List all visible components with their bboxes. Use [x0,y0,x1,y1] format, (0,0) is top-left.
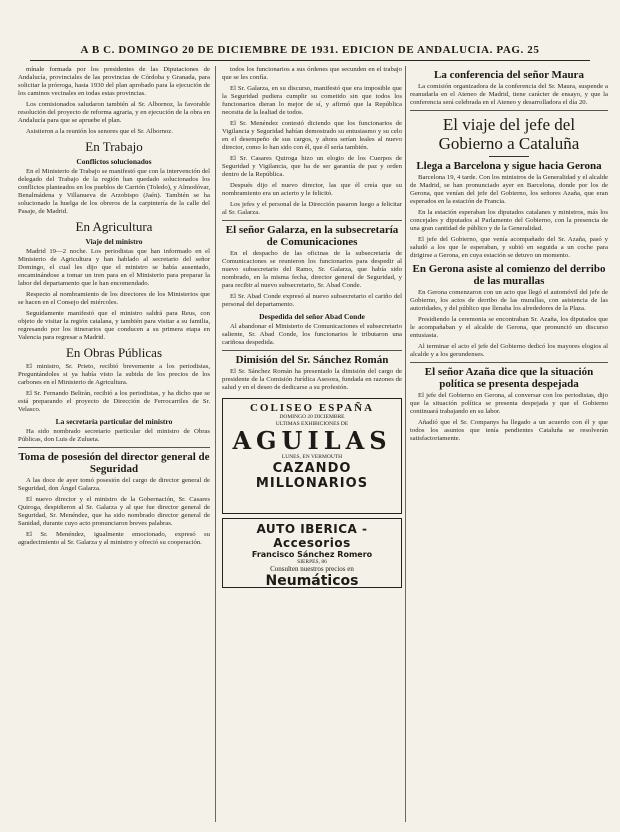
ad-theater-name: COLISEO ESPAÑA [249,402,375,414]
divider [410,110,608,111]
section-title-viaje: El viaje del jefe del Gobierno a Cataluña [438,115,580,153]
article-text: El Sr. Menéndez contestó diciendo que los funcionarios de Vigilancia y Seguridad habían demostrado su entusiasmo y su celo en el desempeño de sus cargos, y ahora serían leales al nuevo director, como lo han sido con él, que él sería también. [222,120,402,151]
article-text: El jefe del Gobierno en Gerona, al conversar con los periodistas, dijo que la situación política se presenta despejada y que el Gobierno continuará trabajando en su labor. [410,392,608,415]
article-text: El Sr. Sánchez Román ha presentado la dimisión del cargo de presidente de la Comisión Jurídica Asesora, fundada en razones de salud y en el deseo de dedicarse a su profesión. [222,368,402,391]
ad-line: LUNES, EN VERMOUTH [281,454,343,460]
divider [222,350,402,351]
article-text: La comisión organizadora de la conferencia del Sr. Maura, suspende a reanudarla en el Ateneo de Madrid, tiene carácter de ensayo, y que la conferencia será celebrada en el Ateneo y desarrolladora el día 20. [410,83,608,106]
section-subtitle: Viaje del ministro [85,237,143,246]
column-rule [215,66,216,822]
article-text: Después dijo el nuevo director, las que él creía que su nombramiento era un acierto y le felicitó. [222,182,402,197]
article-text: En Gerona comenzaron con un acto que llegó el automóvil del jefe de Gobierno, los actos de derribo de las murallas, con asistencia de las autoridades, y del público que llenaba los alrededores de la Plaza. [410,289,608,312]
divider [410,362,608,363]
column-middle [222,66,402,826]
ad-shop-name: AUTO IBERICA - Accesorios [256,522,368,550]
article-text: Los jefes y el personal de la Dirección pasaron luego a felicitar al Sr. Galarza. [222,201,402,216]
section-title-trabajo: En Trabajo [85,139,143,154]
article-text: Asistieron a la reunión los senores que el Sr. Albornoz. [26,128,173,135]
article-text: El Sr. Casares Quiroga hizo un elogio de los Cuerpos de Seguridad y Vigilancia, que ha de ser garantía de paz y orden dentro de la República. [222,155,402,178]
article-text: Al abandonar el Ministerio de Comunicaciones el subsecretario saliente, Sr. Abad Conde, los funcionarios le tributaron una cariñosa despedida. [222,323,402,346]
article-text: Los comisionados saludaron también al Sr. Albornoz, la favorable resolución del proyecto de reforma agraria, y en ejecución de la obra en Andalucía para que se apruebe el plan. [18,101,210,124]
article-text: Ha sido nombrado secretario particular del ministro de Obras Públicas, don Luis de Zulueta. [18,428,210,443]
ad-line: ULTIMAS EXHIBICIONES DE [275,421,349,427]
article-text: mínale formada por los presidentes de las Diputaciones de Andalucía, provinciales de las provincias de Córdoba y Granada, para solicitar la prórroga, hasta 1930 del plan aprobado para la ejecución de los caminos vecinales en todas estas provincias. [18,66,210,97]
ad-film-title-2: CAZANDO MILLONARIOS [255,461,369,491]
advertisement-auto-iberica [222,518,402,588]
article-text: Seguidamente manifestó que el ministro saldrá para Reus, con objeto de visitar la región catalana, y también para visitar a su familia, regresando por los itinerarios que conducen a su primera etapa en Valencia para regresar a Madrid. [18,310,210,341]
article-text: Presidiendo la ceremonia se encontraban Sr. Azaña, los diputados que le acompañaban y el alcalde de Gerona, que pronunció un discurso entusiasta. [410,316,608,339]
section-subtitle: La secretaría particular del ministro [55,417,173,426]
column-left [18,66,210,826]
ad-product: Neumáticos [265,573,359,589]
section-subtitle: Despedida del señor Abad Conde [259,312,365,321]
section-subtitle: Conflictos solucionados [76,157,152,166]
article-text: El Sr. Abad Conde expresó al nuevo subsecretario el cariño del personal del departamento. [222,293,402,308]
section-title-agricultura: En Agricultura [75,219,153,234]
article-text: El Sr. Galarza, en su discurso, manifestó que era imposible que la Seguridad pudiera cumplir su cometido sin que todos los funcionarios dieran lo mejor de sí, y afirmó que la República necesita de la lealtad de todos. [222,85,402,116]
article-text: En el despacho de las oficinas de la subsecretaría de Comunicaciones se reunieron los funcionarios para despedir al nuevo subsecretario del Ramo, Sr. Galarza, que había sido nombrado, en la misma fecha, director general de Seguridad, y para recibir al nuevo subsecretario, Sr. Abad Conde. [222,250,402,289]
section-title-galarza: El señor Galarza, en la subsecretaría de Comunicaciones [225,224,399,248]
article-text: todos los funcionarios a sus órdenes que secunden en el trabajo que se les confía. [222,66,402,81]
section-title-obras-publicas: En Obras Públicas [65,345,163,360]
article-text: Madrid 19—2 noche. Los periodistas que han informado en el Ministerio de Agricultura y han hablado al secretario del señor Domingo, el cual les dijo que el ministro se había ausentado, encaminándose a tomar un tren para en el Ministerio para preparar la labor del departamento que le han encomendado. [18,248,210,287]
section-title-maura: La conferencia del señor Maura [434,69,584,81]
article-text: El nuevo director y el ministro de la Gobernación, Sr. Casares Quiroga, despidieron al Sr. Galarza y al que fue director general de Seguridad, Sr. Menéndez, que ha sido nombrado director general de Sanidad, durante cuyo acto pronunciaron breves palabras. [18,496,210,527]
article-text: A las doce de ayer tomó posesión del cargo de director general de Seguridad, don Ángel Galarza. [18,477,210,492]
ad-cta: Consulten nuestros precios en [270,565,354,573]
divider [18,447,210,448]
ad-film-title: AGUILAS [232,426,392,455]
section-title-azana: El señor Azaña dice que la situación política se presenta despejada [424,366,594,390]
ad-line: DOMINGO 20 DICIEMBRE [279,414,345,420]
page-header: A B C. DOMINGO 20 DE DICIEMBRE DE 1931. EDICION DE ANDALUCIA. PAG. 25 [30,44,590,61]
section-title-gerona: En Gerona asiste al comienzo del derribo de las murallas [412,263,606,287]
divider [222,220,402,221]
article-text: Al terminar el acto el jefe del Gobierno dedicó los mayores elogios al alcalde y a los gerundenses. [410,343,608,358]
column-rule [405,66,406,822]
article-text: En la estación esperaban los diputados catalanes y ministros, más los concejales y diputados al Parlamento del Gobierno, con la presencia de una gran cantidad de público y de la Generalidad. [410,209,608,232]
ad-address: SIERPES, 86 [297,559,327,565]
ad-owner: Francisco Sánchez Romero [251,550,373,559]
article-text: En el Ministerio de Trabajo se manifestó que con la intervención del delegado del Trabajo de la región han quedado solucionados los conflictos planteados en los pueblos de Carrión (Toledo), y Almodóvar, Benalmádena y Villanueva de Arzobispo (Jaén). También se ha solucionado la huelga de los obreros de la carpintería de la calle del Pasaje, de Madrid. [18,168,210,215]
article-text: Barcelona 19, 4 tarde. Con los ministros de la Generalidad y el alcalde de Madrid, se han pronunciado ayer en Barcelona, donde por los de Gerona, que venían del jefe del Gobierno, los señores Azaña, que eran esperados en la estación de Francia. [410,174,608,205]
article-text: Respecto al nombramiento de los directores de los Ministerios que se hacen en el Consejo del miércoles. [18,291,210,306]
advertisement-coliseo [222,398,402,514]
article-text: El Sr. Fernando Beltrán, recibió a los periodistas, y ha dicho que se está preparando el proyecto de Dirección de Ferrocarriles de Sr. Velasco. [18,390,210,413]
column-right [410,66,608,826]
article-text: El Sr. Menéndez, igualmente emocionado, expresó su agradecimiento al Sr. Galarza y al ministro y ofreció su cooperación. [18,531,210,546]
article-text: El jefe del Gobierno, que venía acompañado del Sr. Azaña, pasó y saludó a los que le esperaban, y subió en seguida a un coche para dirigirse a Gerona, en cuya estación se detuvo un momento. [410,236,608,259]
section-title-seguridad: Toma de posesión del director general de Seguridad [18,451,210,475]
title-underline [489,156,529,157]
section-title-sanchez-roman: Dimisión del Sr. Sánchez Román [235,354,389,366]
article-text: Añadió que el Sr. Companys ha llegado a un acuerdo con él y que todos los asuntos que tenía pendientes Cataluña se resolverán satisfactoriamente. [410,419,608,442]
article-text: El ministro, Sr. Prieto, recibió brevemente a los periodistas, Preguntándoles si ya había visto la subida de los precios de los carbones en el Ministerio de Agricultura. [18,363,210,386]
section-subtitle: Llega a Barcelona y sigue hacia Gerona [416,160,602,172]
